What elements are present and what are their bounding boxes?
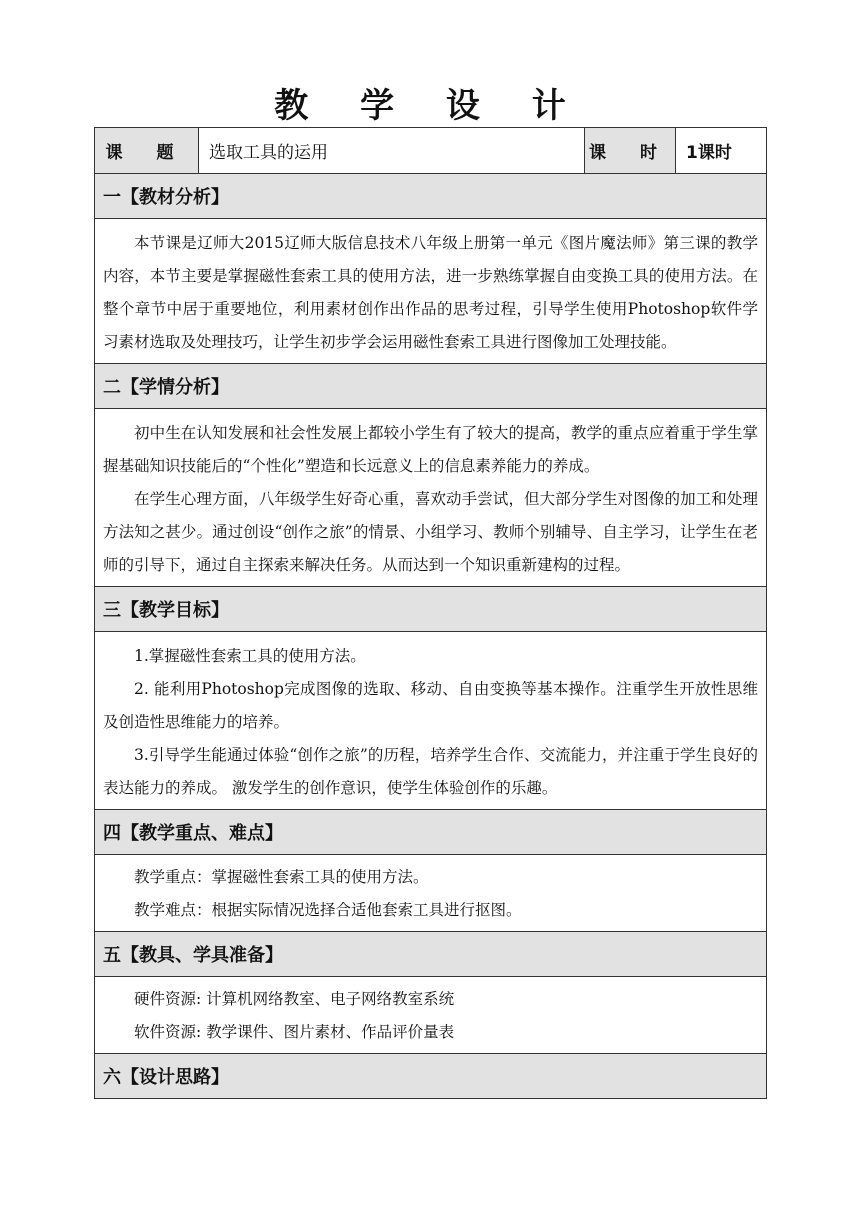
- document-title: 教 学 设 计: [274, 86, 586, 126]
- period-value: 1课时: [676, 128, 767, 174]
- section-body-textbook-analysis: [95, 219, 767, 364]
- paragraph: 本节课是辽师大2015辽师大版信息技术八年级上册第一单元《图片魔法师》第三课的教学内容，本节主要是掌握磁性套索工具的使用方法，进一步熟练掌握自由变换工具的使用方法。在整个章节中居于重要地位，利用素材创作出作品的思考过程，引导学生使用Photoshop软件学习素材选取及处理技巧，让学生初步学会运用磁性套索工具进行图像加工处理技能。: [103, 234, 758, 351]
- paragraph: 在学生心理方面，八年级学生好奇心重，喜欢动手尝试，但大部分学生对图像的加工和处理方法知之甚少。通过创设“创作之旅”的情景、小组学习、教师个别辅导、自主学习，让学生在老师的引导下，通过自主探索来解决任务。从而达到一个知识重新建构的过程。: [103, 490, 758, 574]
- topic-label: 课 题: [95, 128, 199, 174]
- section-heading-key-points: 四【教学重点、难点】: [95, 810, 767, 855]
- paragraph: 教学重点：掌握磁性套索工具的使用方法。: [134, 868, 429, 886]
- header-row: [95, 128, 767, 174]
- section-body-student-analysis: [95, 409, 767, 587]
- topic-value: 选取工具的运用: [199, 128, 585, 174]
- section-heading-materials: 五【教具、学具准备】: [95, 932, 767, 977]
- section-body-teaching-goals: [95, 632, 767, 810]
- period-label: 课 时: [585, 128, 676, 174]
- paragraph: 教学难点：根据实际情况选择合适他套索工具进行抠图。: [134, 901, 522, 919]
- paragraph: 3.引导学生能通过体验“创作之旅”的历程，培养学生合作、交流能力，并注重于学生良好的表达能力的养成。 激发学生的创作意识，使学生体验创作的乐趣。: [103, 746, 758, 797]
- section-body-key-points: [95, 855, 767, 932]
- section-heading-textbook-analysis: 一【教材分析】: [95, 174, 767, 219]
- lesson-plan-table: [94, 127, 767, 1099]
- paragraph: 初中生在认知发展和社会性发展上都较小学生有了较大的提高，教学的重点应着重于学生掌握基础知识技能后的“个性化”塑造和长远意义上的信息素养能力的养成。: [103, 424, 758, 475]
- section-heading-design-idea: 六【设计思路】: [95, 1054, 767, 1099]
- section-heading-student-analysis: 二【学情分析】: [95, 364, 767, 409]
- paragraph: 软件资源: 教学课件、图片素材、作品评价量表: [134, 1023, 455, 1041]
- paragraph: 2. 能利用Photoshop完成图像的选取、移动、自由变换等基本操作。注重学生开放性思维及创造性思维能力的培养。: [103, 680, 758, 731]
- section-heading-teaching-goals: 三【教学目标】: [95, 587, 767, 632]
- paragraph: 1.掌握磁性套索工具的使用方法。: [134, 647, 366, 665]
- paragraph: 硬件资源: 计算机网络教室、电子网络教室系统: [134, 990, 455, 1008]
- section-body-materials: [95, 977, 767, 1054]
